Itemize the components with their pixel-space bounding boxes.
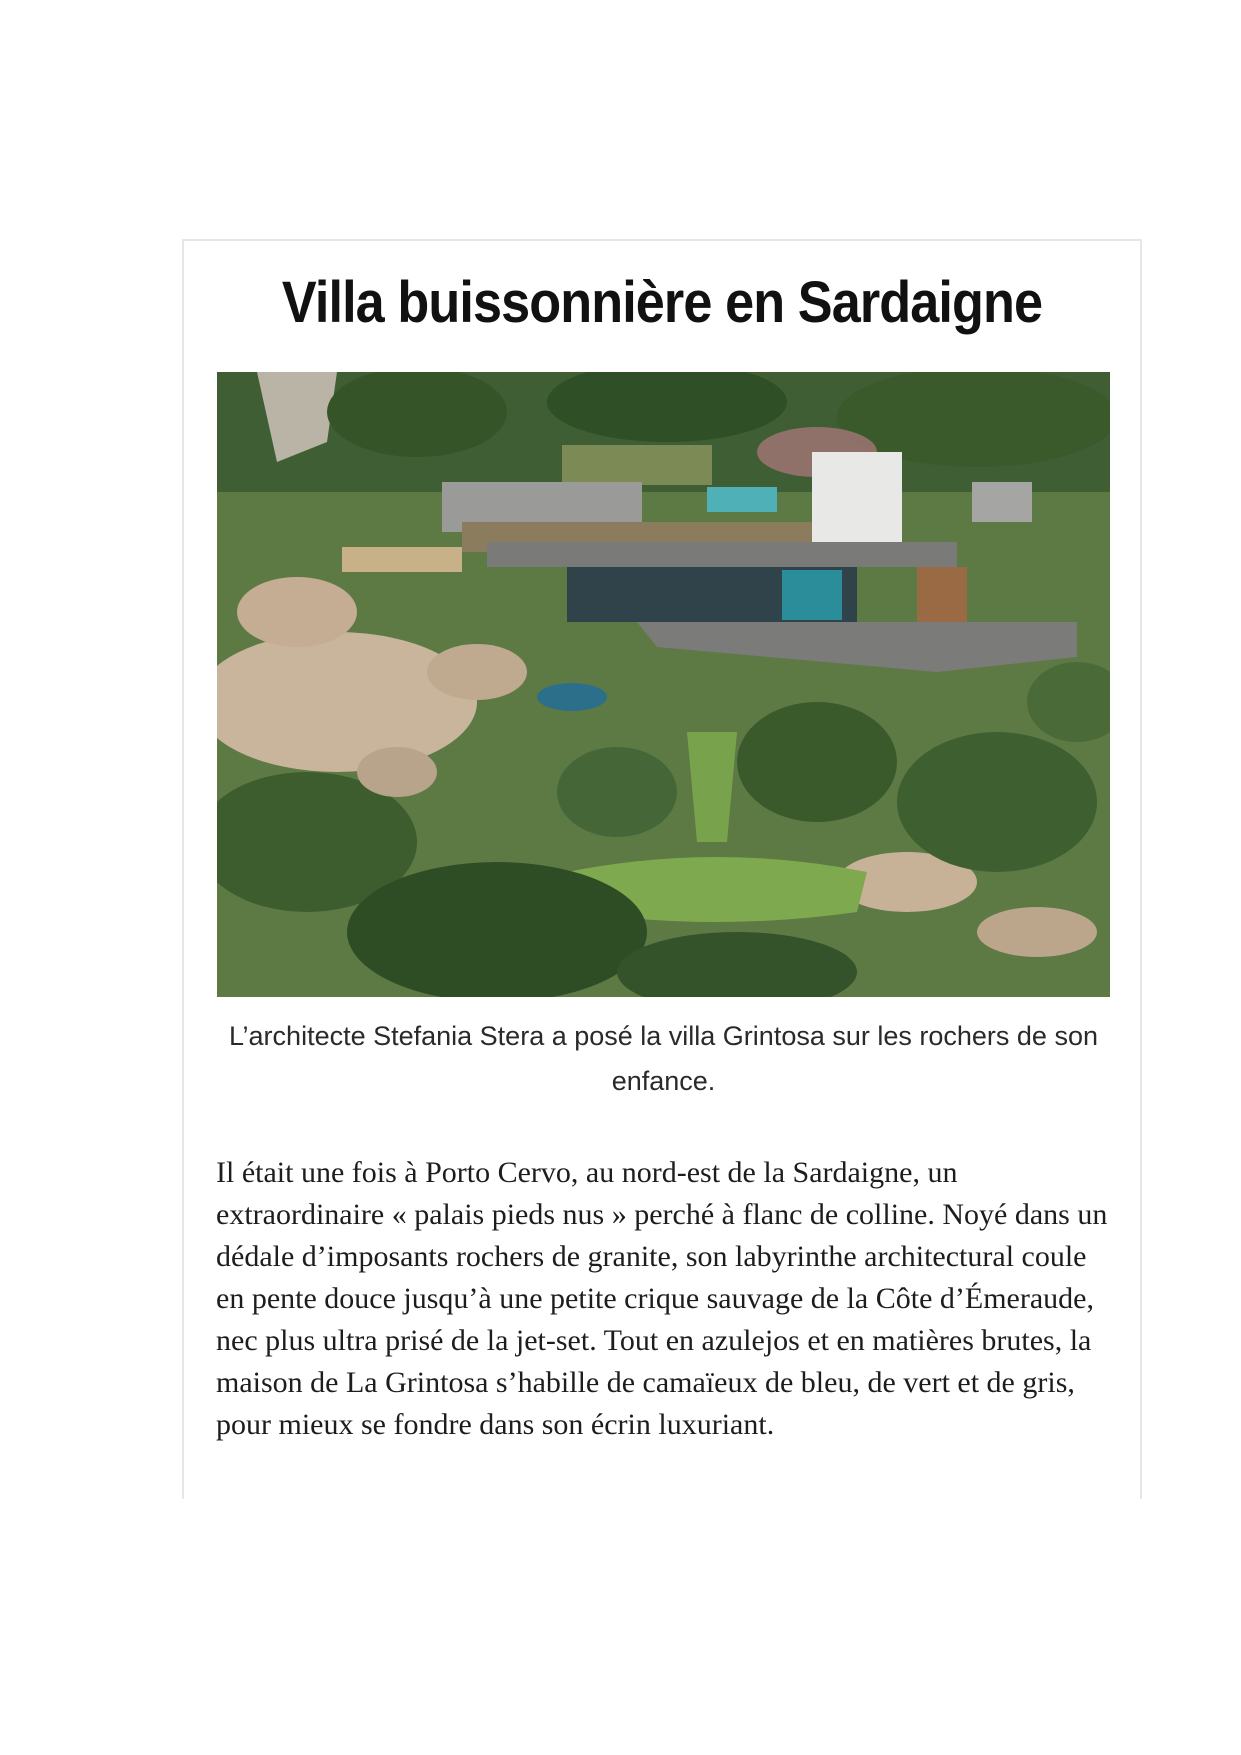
photo-caption: L’architecte Stefania Stera a posé la villa Grintosa sur les rochers de son enfance.	[229, 1021, 1098, 1096]
article-title: Villa buissonnière en Sardaigne	[281, 270, 1043, 335]
villa-photo	[217, 372, 1110, 997]
article-card	[182, 239, 1142, 1499]
villa-photo-illustration	[217, 372, 1110, 997]
article-paragraph: Il était une fois à Porto Cervo, au nord-est de la Sardaigne, un extraordinaire « palais pieds nus » perché à flanc de colline. Noyé dans un dédale d’imposants rochers de granite, son labyrinthe architectural coule en pente douce jusqu’à une petite crique sauvage de la Côte d’Émeraude, nec plus ultra prisé de la jet-set. Tout en azulejos et en matières brutes, la maison de La Grintosa s’habille de camaïeux de bleu, de vert et de gris, pour mieux se fondre dans son écrin luxuriant.	[216, 1156, 1108, 1441]
